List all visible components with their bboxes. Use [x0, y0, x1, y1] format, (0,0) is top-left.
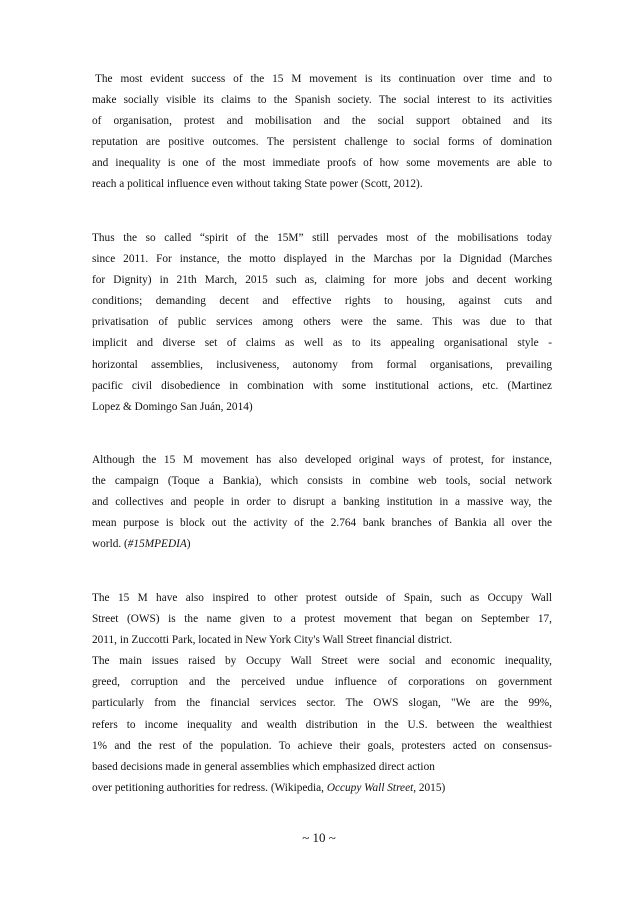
paragraph-line: and collectives and people in order to disrupt a banking institution in a massive way, the	[92, 496, 552, 509]
paragraph-line: Lopez & Domingo San Juán, 2014)	[92, 400, 253, 413]
line-suffix: )	[186, 538, 191, 551]
paragraph-line: particularly from the financial services sector. The OWS slogan, "We are the 99%,	[92, 697, 552, 710]
paragraph-line-with-citation	[92, 534, 552, 555]
paragraph-line: The most evident success of the 15 M movement is its continuation over time and to	[95, 73, 552, 85]
paragraph-line: implicit and diverse set of claims as well as to its appealing organisational style -	[92, 337, 552, 350]
line-prefix: world. (	[92, 538, 128, 551]
paragraph-line: 1% and the rest of the population. To achieve their goals, protesters acted on consensus-	[92, 739, 552, 752]
paragraph-line: the campaign (Toque a Bankia), which consists in combine web tools, social network	[92, 475, 552, 488]
paragraph-line: of organisation, protest and mobilisation and the social support obtained and its	[92, 115, 552, 128]
paragraph-line: pacific civil disobedience in combination with some institutional actions, etc. (Martinez	[92, 379, 552, 392]
paragraph-line-with-citation	[92, 778, 552, 799]
paragraph-2	[92, 228, 552, 418]
paragraph-3	[92, 450, 552, 555]
italic-citation: Occupy Wall Street	[326, 781, 414, 794]
paragraph-line: reputation are positive outcomes. The persistent challenge to social forms of domination	[92, 136, 552, 149]
paragraph-1	[92, 69, 552, 196]
paragraph-line: mean purpose is block out the activity of the 2.764 bank branches of Bankia all over the	[92, 517, 552, 530]
paragraph-line: and inequality is one of the most immediate proofs of how some movements are able to	[92, 157, 552, 170]
paragraph-line: The main issues raised by Occupy Wall Street were social and economic inequality,	[92, 655, 552, 668]
italic-citation: #15MPEDIA	[127, 538, 187, 551]
paragraph-line: conditions; demanding decent and effective rights to housing, against cuts and	[92, 295, 552, 308]
paragraph-line: Thus the so called “spirit of the 15M” still pervades most of the mobilisations today	[92, 232, 552, 244]
line-suffix: , 2015)	[413, 781, 446, 794]
paragraph-line: The 15 M have also inspired to other protest outside of Spain, such as Occupy Wall	[92, 592, 552, 604]
paragraph-line: make socially visible its claims to the Spanish society. The social interest to its activities	[92, 94, 552, 107]
paragraph-line: Although the 15 M movement has also developed original ways of protest, for instance,	[92, 454, 552, 466]
paragraph-line: greed, corruption and the perceived undue influence of corporations on government	[92, 676, 552, 689]
paragraph-line: horizontal assemblies, inclusiveness, autonomy from formal organisations, prevailing	[92, 358, 552, 371]
paragraph-line: for Dignity) in 21th March, 2015 such as, claiming for more jobs and decent working	[92, 274, 552, 287]
paragraph-line: Street (OWS) is the name given to a protest movement that began on September 17,	[92, 613, 552, 626]
paragraph-line: reach a political influence even without taking State power (Scott, 2012).	[92, 178, 423, 191]
paragraph-line: refers to income inequality and wealth distribution in the U.S. between the wealthiest	[92, 718, 552, 731]
paragraph-line: since 2011. For instance, the motto displayed in the Marchas por la Dignidad (Marches	[92, 253, 552, 266]
paragraph-4	[92, 588, 552, 799]
line-prefix: over petitioning authorities for redress. (Wikipedia,	[92, 781, 327, 794]
paragraph-line: 2011, in Zuccotti Park, located in New York City's Wall Street financial district.	[92, 634, 453, 647]
page-number: ~ 10 ~	[302, 830, 336, 845]
paragraph-line: privatisation of public services among others were the same. This was due to that	[92, 316, 552, 329]
paragraph-line: based decisions made in general assemblies which emphasized direct action	[92, 760, 435, 773]
